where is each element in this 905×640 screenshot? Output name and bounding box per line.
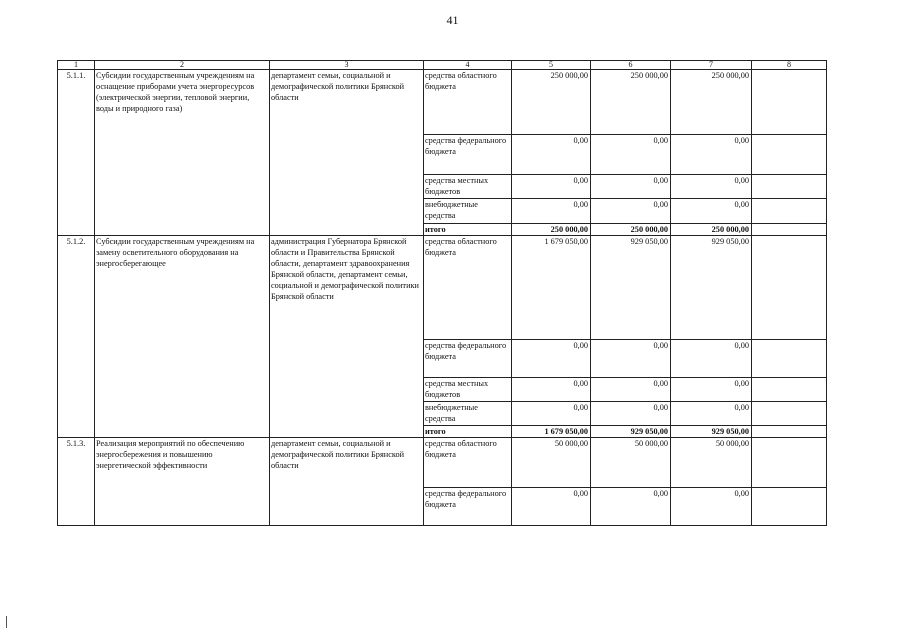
value-col5: 0,00: [512, 135, 591, 175]
funding-source: средства федерального бюджета: [424, 340, 512, 378]
funding-source: итого: [424, 426, 512, 438]
value-col8: [752, 236, 827, 340]
value-col6: 250 000,00: [591, 224, 671, 236]
funding-source: средства областного бюджета: [424, 70, 512, 135]
value-col5: 0,00: [512, 340, 591, 378]
value-col6: 0,00: [591, 135, 671, 175]
value-col5: 50 000,00: [512, 438, 591, 488]
funding-source: итого: [424, 224, 512, 236]
value-col8: [752, 488, 827, 526]
value-col8: [752, 224, 827, 236]
value-col6: 929 050,00: [591, 236, 671, 340]
value-col7: 250 000,00: [671, 224, 752, 236]
value-col5: 0,00: [512, 402, 591, 426]
value-col8: [752, 438, 827, 488]
column-header: 7: [671, 61, 752, 70]
value-col6: 0,00: [591, 378, 671, 402]
item-name: Субсидии государственным учреждениям на оснащение приборами учета энергоресурсов (электрической энергии, тепловой энергии, воды и природного газа): [95, 70, 270, 236]
value-col5: 0,00: [512, 488, 591, 526]
value-col8: [752, 135, 827, 175]
column-header: 1: [58, 61, 95, 70]
value-col5: 1 679 050,00: [512, 236, 591, 340]
funding-source: средства областного бюджета: [424, 236, 512, 340]
column-header: 6: [591, 61, 671, 70]
value-col7: 0,00: [671, 135, 752, 175]
item-number: 5.1.3.: [58, 438, 95, 526]
value-col7: 0,00: [671, 199, 752, 224]
value-col8: [752, 70, 827, 135]
value-col6: 929 050,00: [591, 426, 671, 438]
value-col5: 1 679 050,00: [512, 426, 591, 438]
value-col8: [752, 426, 827, 438]
value-col5: 250 000,00: [512, 224, 591, 236]
column-header: 4: [424, 61, 512, 70]
value-col5: 0,00: [512, 199, 591, 224]
value-col6: 0,00: [591, 402, 671, 426]
value-col7: 929 050,00: [671, 426, 752, 438]
item-name: Реализация мероприятий по обеспечению энергосбережения и повышению энергетической эффективности: [95, 438, 270, 526]
value-col7: 0,00: [671, 488, 752, 526]
value-col6: 0,00: [591, 340, 671, 378]
item-name: Субсидии государственным учреждениям на замену осветительного оборудования на энергосберегающее: [95, 236, 270, 438]
value-col5: 0,00: [512, 378, 591, 402]
item-executor: администрация Губернатора Брянской области и Правительства Брянской области, департамент здравоохранения Брянской области, департамент семьи, социальной и демографической политики Брянской области: [270, 236, 424, 438]
item-executor: департамент семьи, социальной и демографической политики Брянской области: [270, 70, 424, 236]
value-col8: [752, 199, 827, 224]
value-col8: [752, 340, 827, 378]
item-executor: департамент семьи, социальной и демографической политики Брянской области: [270, 438, 424, 526]
item-number: 5.1.1.: [58, 70, 95, 236]
funding-source: средства федерального бюджета: [424, 135, 512, 175]
item-number: 5.1.2.: [58, 236, 95, 438]
value-col7: 0,00: [671, 175, 752, 199]
value-col8: [752, 378, 827, 402]
funding-source: внебюджетные средства: [424, 402, 512, 426]
value-col6: 0,00: [591, 175, 671, 199]
funding-source: средства местных бюджетов: [424, 378, 512, 402]
column-header: 8: [752, 61, 827, 70]
column-header: 3: [270, 61, 424, 70]
page-number: 41: [446, 13, 459, 27]
value-col7: 0,00: [671, 378, 752, 402]
value-col5: 0,00: [512, 175, 591, 199]
value-col7: 50 000,00: [671, 438, 752, 488]
funding-source: средства федерального бюджета: [424, 488, 512, 526]
program-table: [57, 60, 827, 526]
value-col6: 0,00: [591, 199, 671, 224]
value-col5: 250 000,00: [512, 70, 591, 135]
column-header: 2: [95, 61, 270, 70]
scan-edge-mark: [6, 616, 7, 628]
value-col7: 250 000,00: [671, 70, 752, 135]
table-row: [58, 438, 827, 488]
value-col6: 50 000,00: [591, 438, 671, 488]
value-col7: 0,00: [671, 340, 752, 378]
funding-source: средства областного бюджета: [424, 438, 512, 488]
column-number-row: [58, 61, 827, 70]
value-col8: [752, 175, 827, 199]
value-col6: 250 000,00: [591, 70, 671, 135]
table-row: [58, 70, 827, 135]
value-col8: [752, 402, 827, 426]
value-col7: 0,00: [671, 402, 752, 426]
column-header: 5: [512, 61, 591, 70]
table-row: [58, 236, 827, 340]
funding-source: внебюджетные средства: [424, 199, 512, 224]
value-col6: 0,00: [591, 488, 671, 526]
funding-source: средства местных бюджетов: [424, 175, 512, 199]
value-col7: 929 050,00: [671, 236, 752, 340]
